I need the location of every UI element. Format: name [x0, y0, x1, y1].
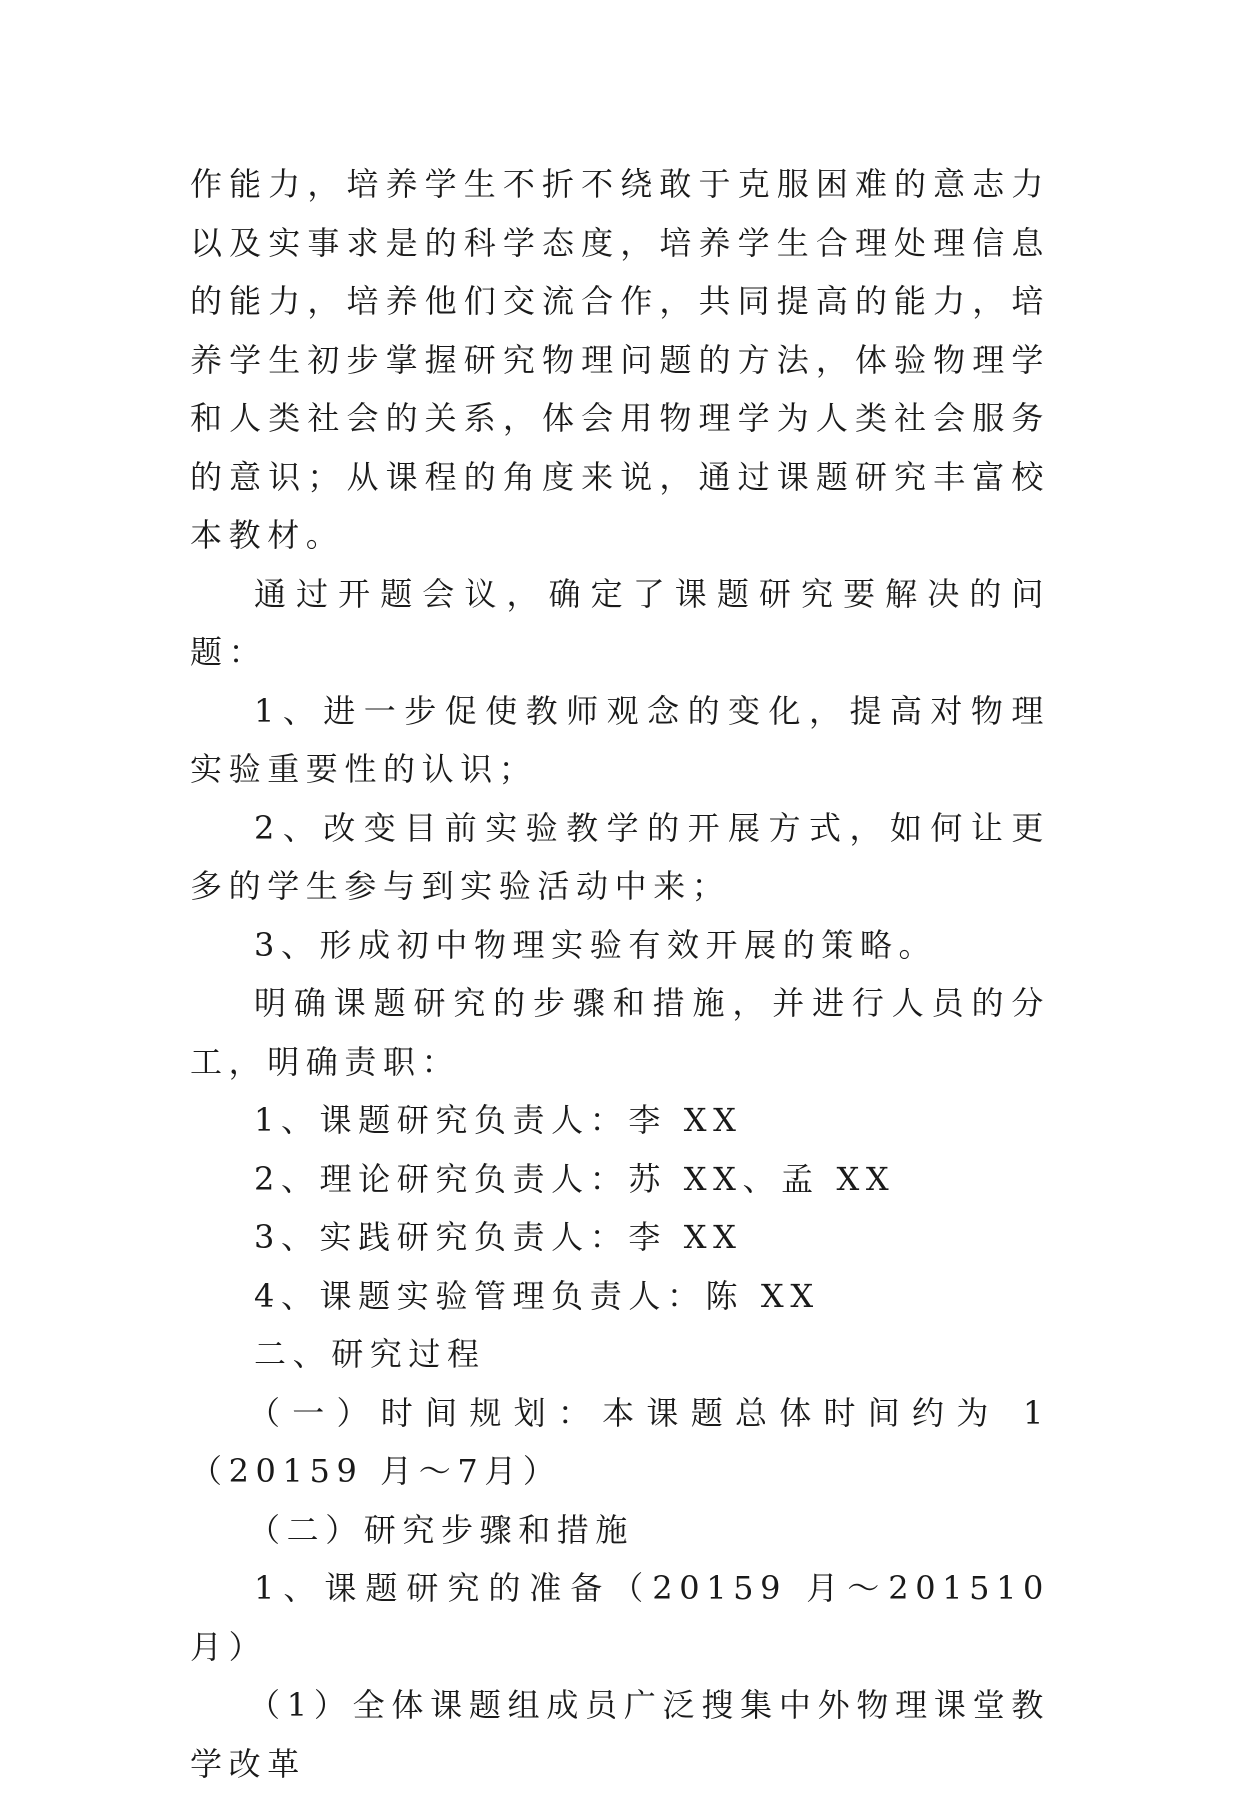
list-item-duty-4: 4、课题实验管理负责人：陈 XX: [254, 1276, 820, 1315]
list-item-duty-2: 2、理论研究负责人：苏 XX、孟 XX: [254, 1159, 896, 1198]
list-item-sub-1: （1）全体课题组成员广泛搜集中外物理课堂教学改革: [190, 1686, 1050, 1783]
list-item-problem-3: 3、形成初中物理实验有效开展的策略。: [254, 925, 938, 964]
list-item-duty-1: 1、课题研究负责人：李 XX: [254, 1101, 743, 1139]
subsection-steps-measures: （二）研究步骤和措施: [248, 1510, 635, 1549]
paragraph-continuation: 作能力，培养学生不折不绕敢于克服困难的意志力以及实事求是的科学态度，培养学生合理处理信息的能力，培养他们交流合作，共同提高的能力，培养学生初步掌握研究物理问题的方法，体验物理学和人类社会的关系，体会用物理学为人类社会服务的意识；从课程的角度来说，通过课题研究丰富校本教材。: [190, 165, 1050, 554]
list-item-preparation: 1、课题研究的准备（20159 月～201510 月）: [190, 1569, 1050, 1666]
paragraph-steps-and-duties: 明确课题研究的步骤和措施，并进行人员的分工，明确责职：: [190, 984, 1050, 1081]
list-item-duty-3: 3、实践研究负责人：李 XX: [254, 1218, 743, 1256]
subsection-time-plan: （一）时间规划：本课题总体时间约为 1（20159 月～7月）: [190, 1393, 1050, 1490]
list-item-problem-2: 2、改变目前实验教学的开展方式，如何让更多的学生参与到实验活动中来；: [190, 808, 1050, 905]
document-body: [190, 155, 1050, 1793]
section-heading-research-process: 二、研究过程: [254, 1335, 486, 1373]
paragraph-opening-meeting: 通过开题会议，确定了课题研究要解决的问题：: [190, 574, 1050, 671]
list-item-problem-1: 1、进一步促使教师观念的变化，提高对物理实验重要性的认识；: [190, 691, 1050, 788]
